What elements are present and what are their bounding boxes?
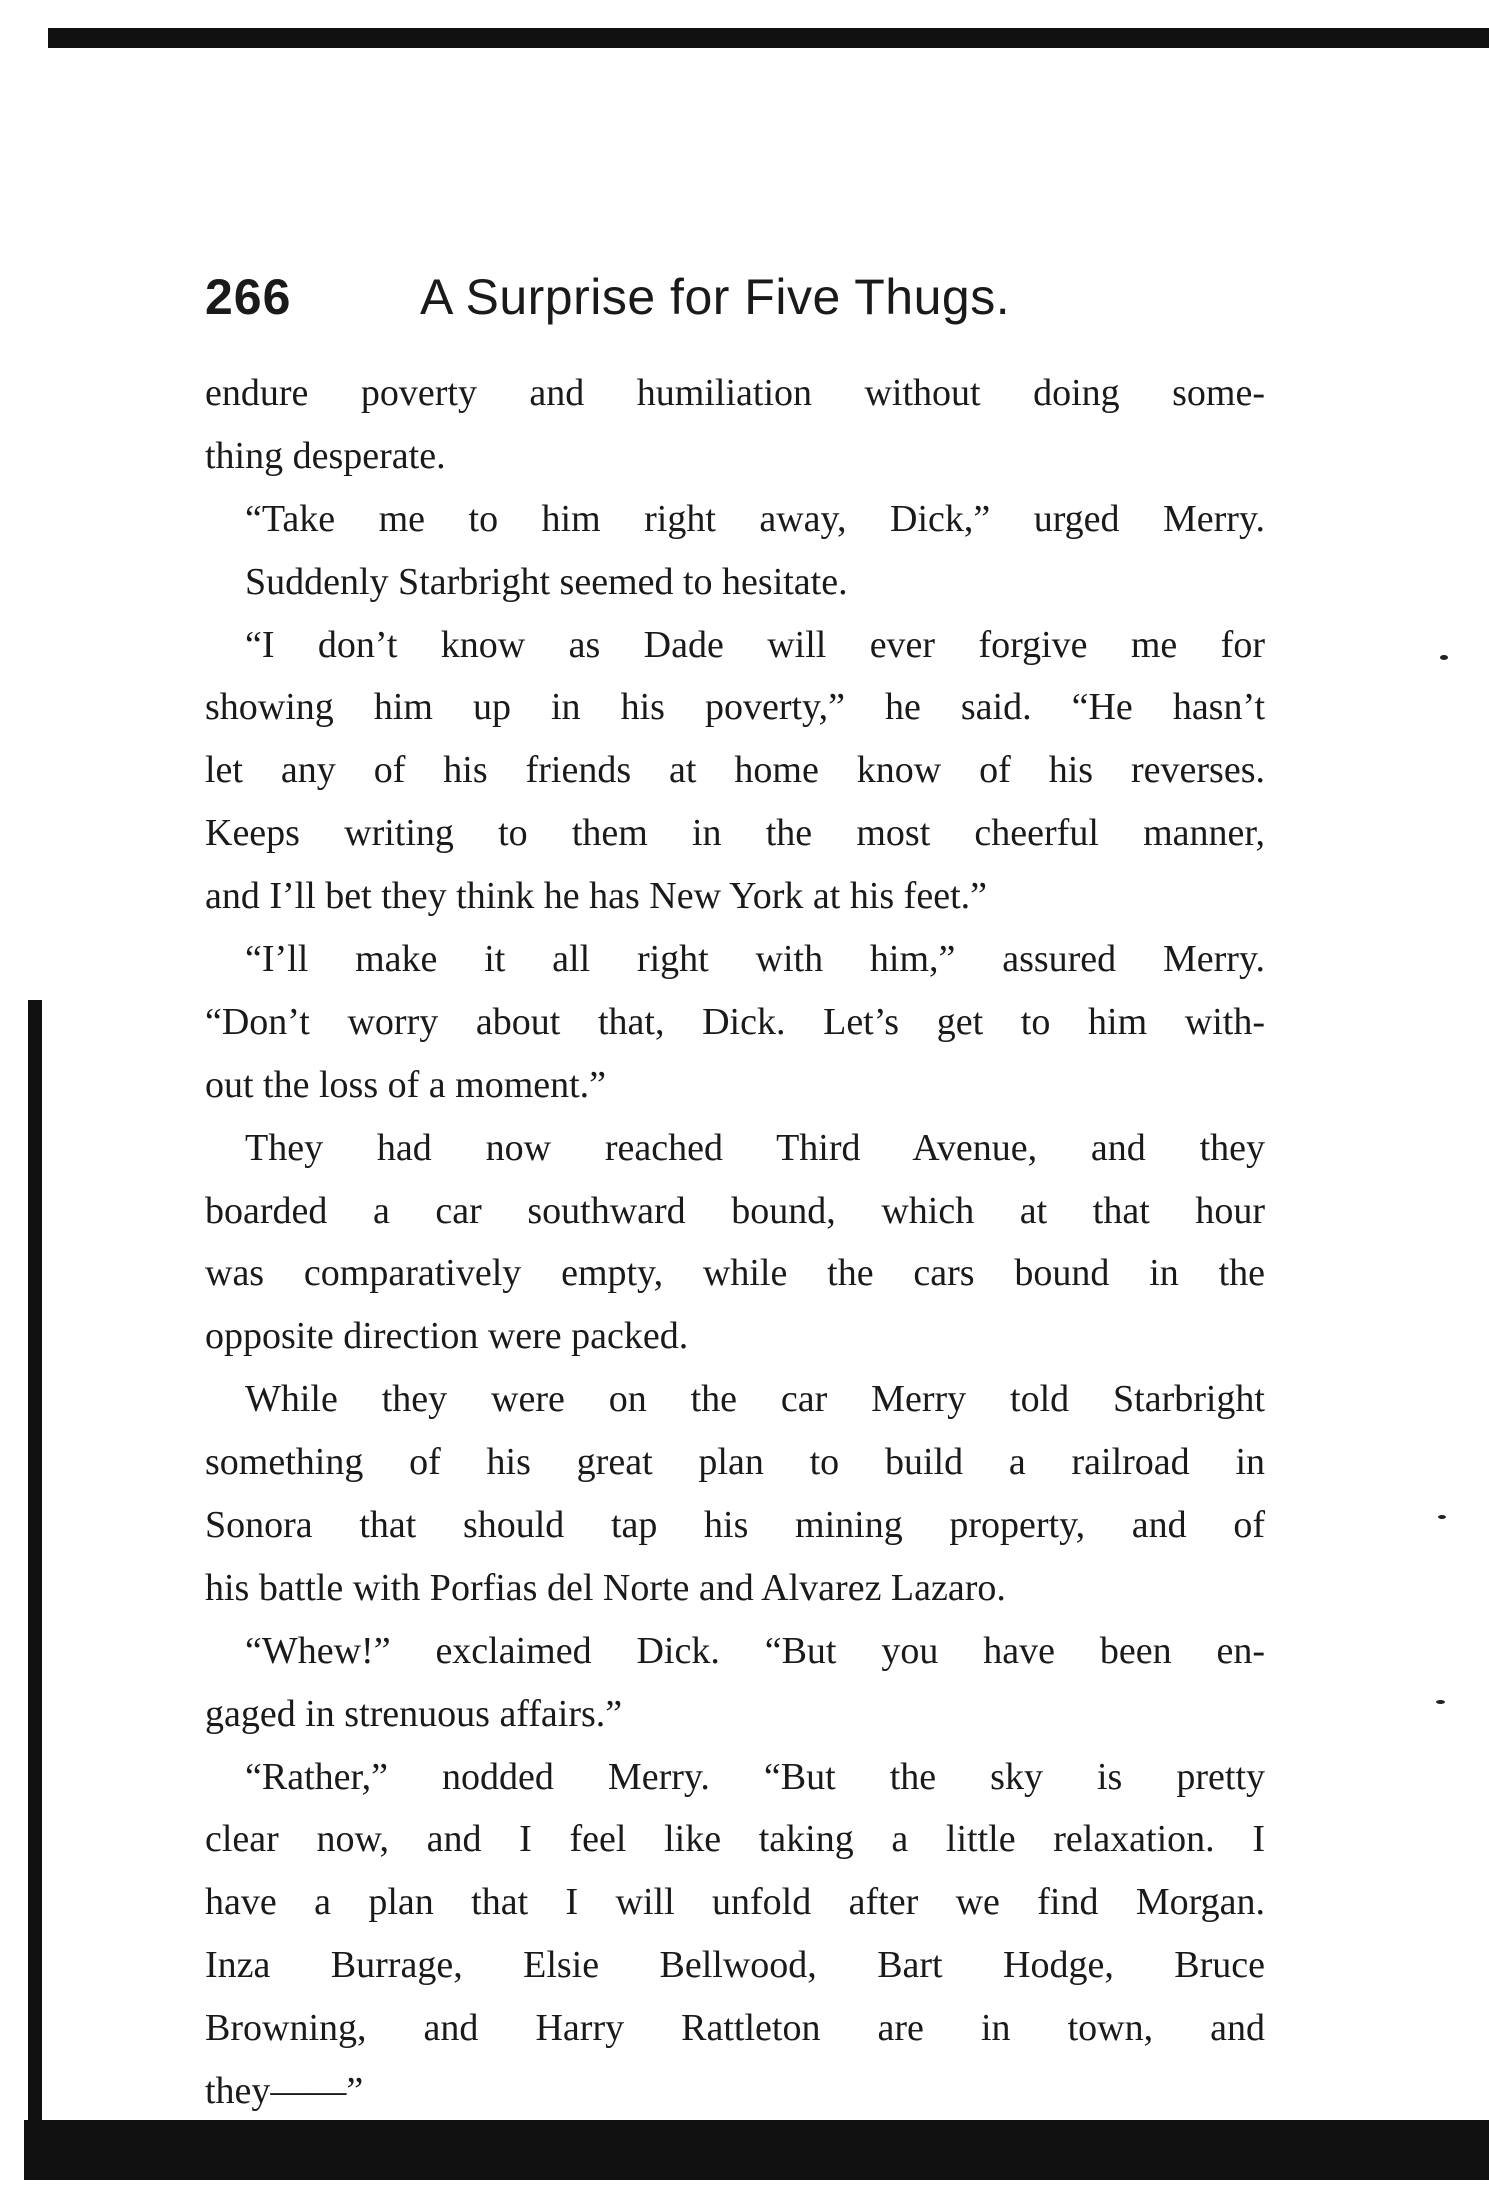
scan-border-left <box>28 1000 42 2140</box>
text-line: let any of his friends at home know of his reverses. <box>205 749 1265 792</box>
text-line: endure poverty and humiliation without doing some- <box>205 372 1265 414</box>
running-head-title: A Surprise for Five Thugs. <box>420 269 1011 325</box>
text-line: “Take me to him right away, Dick,” urged Merry. <box>245 497 1265 540</box>
text-line: gaged in strenuous affairs.” <box>205 1692 623 1735</box>
page-number: 266 <box>205 269 292 325</box>
text-line: opposite direction were packed. <box>205 1315 689 1358</box>
text-line: “Don’t worry about that, Dick. Let’s get to him with- <box>205 1000 1265 1043</box>
running-header <box>205 268 1285 338</box>
text-line: “I don’t know as Dade will ever forgive me for <box>245 623 1265 666</box>
scan-border-top <box>48 28 1489 48</box>
text-line: Browning, and Harry Rattleton are in town, and <box>205 2007 1265 2050</box>
scan-speck <box>1438 1515 1446 1519</box>
text-line: “I’ll make it all right with him,” assured Merry. <box>245 938 1265 981</box>
text-line: Inza Burrage, Elsie Bellwood, Bart Hodge, Bruce <box>205 1944 1265 1987</box>
text-line: “Whew!” exclaimed Dick. “But you have been en- <box>245 1629 1265 1672</box>
text-line: Keeps writing to them in the most cheerful manner, <box>205 812 1265 855</box>
scan-speck <box>1436 1700 1445 1704</box>
text-line: While they were on the car Merry told Starbright <box>245 1378 1265 1421</box>
text-line: “Rather,” nodded Merry. “But the sky is pretty <box>245 1755 1265 1798</box>
text-line: They had now reached Third Avenue, and they <box>245 1126 1265 1169</box>
text-line: clear now, and I feel like taking a little relaxation. I <box>205 1818 1265 1861</box>
scan-speck <box>1440 655 1448 660</box>
text-line: they——” <box>205 2070 364 2113</box>
text-line: out the loss of a moment.” <box>205 1063 607 1106</box>
text-line: and I’ll bet they think he has New York at his feet.” <box>205 875 987 918</box>
text-line: was comparatively empty, while the cars bound in the <box>205 1252 1265 1295</box>
text-line: have a plan that I will unfold after we find Morgan. <box>205 1881 1265 1924</box>
text-line: showing him up in his poverty,” he said. “He hasn’t <box>205 686 1265 729</box>
page-body <box>205 362 1265 2123</box>
text-line: something of his great plan to build a railroad in <box>205 1441 1265 1484</box>
text-line: boarded a car southward bound, which at that hour <box>205 1189 1265 1232</box>
text-line: Suddenly Starbright seemed to hesitate. <box>245 560 848 603</box>
scan-border-bottom <box>24 2120 1489 2180</box>
text-line: thing desperate. <box>205 434 446 477</box>
text-line: Sonora that should tap his mining property, and of <box>205 1504 1265 1547</box>
text-line: his battle with Porfias del Norte and Alvarez Lazaro. <box>205 1566 1006 1609</box>
